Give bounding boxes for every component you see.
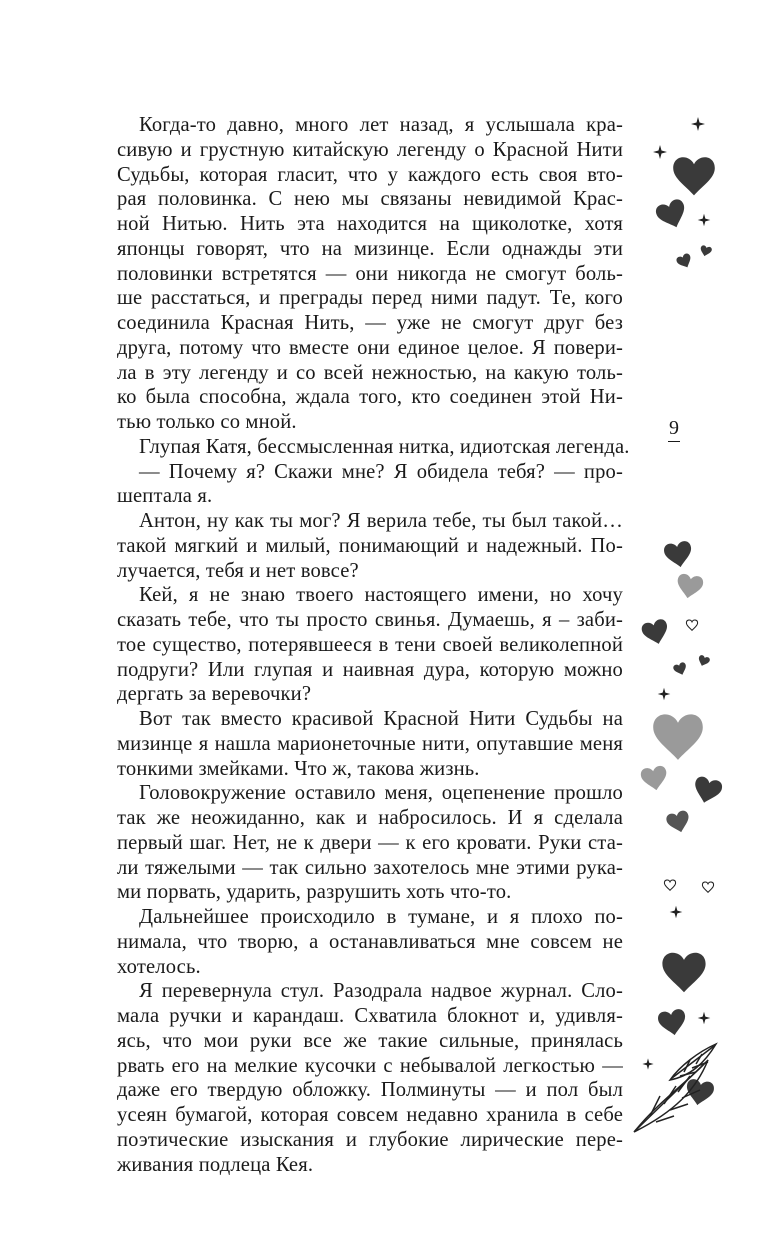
heart-decoration-column xyxy=(620,100,768,1200)
text-line: Головокружение оставило меня, оцепенение прошло xyxy=(139,782,623,805)
text-line: японцы говорят, что на мизинце. Если однажды эти xyxy=(117,237,623,260)
text-line: лучается, тебя и нет вовсе? xyxy=(117,559,359,582)
heart-icon xyxy=(662,953,705,993)
text-line: половинки встретятся — они никогда не смогут боль- xyxy=(117,262,623,285)
text-line: подруги? Или глупая и наивная дура, которую можно xyxy=(117,658,623,681)
heart-outline-icon xyxy=(702,882,713,892)
text-line: такой мягкий и милый, понимающий и надежный. По- xyxy=(117,534,623,557)
star-icon xyxy=(642,1058,653,1069)
star-icon xyxy=(698,1012,711,1025)
text-line: рвать его на мелкие кусочки с небывалой легкостью — xyxy=(117,1054,623,1077)
text-line: мизинце я нашла марионеточные нити, опутавшие меня xyxy=(117,732,623,755)
heart-outline-icon xyxy=(686,620,697,630)
text-line: шептала я. xyxy=(117,485,213,508)
heart-icon xyxy=(653,714,703,759)
text-line: Я перевернула стул. Разодрала надвое журнал. Сло- xyxy=(139,980,623,1003)
text-line: первый шаг. Нет, не к двери — к его кровати. Руки ста- xyxy=(117,831,623,854)
text-line: ко была способна, ждала того, кто соединен этой Ни- xyxy=(117,386,623,409)
text-line: ной Нитью. Нить эта находится на щиколотке, хотя xyxy=(117,213,623,235)
heart-icon xyxy=(697,654,711,667)
heart-icon xyxy=(640,765,669,793)
text-line: хотелось. xyxy=(117,955,201,978)
text-line: друга, потому что вместе они единое целое. Я повери- xyxy=(117,336,623,359)
text-line: ла в эту легенду и со всей нежностью, на какую толь- xyxy=(117,361,623,384)
text-line: Кей, я не знаю твоего настоящего имени, но хочу xyxy=(139,584,623,607)
text-line: сивую и грустную китайскую легенду о Красной Нити xyxy=(117,138,623,161)
text-line: Дальнейшее происходило в тумане, и я плохо по- xyxy=(139,906,623,928)
text-line: ли тяжелыми — так сильно захотелось мне этими рука- xyxy=(117,856,623,879)
star-icon xyxy=(698,214,711,227)
text-line: Антон, ну как ты мог? Я верила тебе, ты был такой… xyxy=(139,510,623,532)
text-line: Вот так вместо красивой Красной Нити Судьбы на xyxy=(139,708,623,730)
text-line: так же неожиданно, как и набросилось. И я сделала xyxy=(117,807,623,829)
text-line: нимала, что творю, а останавливаться мне совсем не xyxy=(117,930,623,953)
text-line: соединила Красная Нить, — уже не смогут друг без xyxy=(117,312,623,334)
heart-icon xyxy=(663,540,694,569)
text-line: Глупая Катя, бессмысленная нитка, идиотская легенда. xyxy=(139,435,630,458)
text-line: Когда-то давно, много лет назад, я услышала кра- xyxy=(139,114,623,136)
text-line: рая половинка. С нею мы связаны невидимой Крас- xyxy=(117,188,623,211)
heart-icon xyxy=(657,1008,688,1037)
text-line: ше расстаться, и преграды перед ними падут. Те, кого xyxy=(117,287,623,310)
text-line: ми порвать, ударить, разрушить хоть что-то. xyxy=(117,881,512,904)
text-line: — Почему я? Скажи мне? Я обидела тебя? — про- xyxy=(139,460,623,483)
text-line: даже его твердую обложку. Полминуты — и пол был xyxy=(117,1079,623,1102)
star-icon xyxy=(653,145,667,159)
heart-icon xyxy=(673,157,715,195)
text-line: ясь, что мои руки все же такие сильные, принялась xyxy=(117,1029,623,1052)
text-line: тью только со мной. xyxy=(117,411,297,433)
text-line: поэтические изыскания и глубокие лирические пере- xyxy=(117,1128,623,1151)
text-line: тонкими змейками. Что ж, такова жизнь. xyxy=(117,757,480,780)
heart-icon xyxy=(640,618,671,647)
heart-icon xyxy=(675,252,694,270)
star-icon xyxy=(670,906,683,919)
text-line: мала ручки и карандаш. Схватила блокнот и, удивля- xyxy=(117,1005,623,1027)
heart-icon xyxy=(691,775,724,806)
text-line: усеян бумагой, которая совсем недавно хранила в себе xyxy=(117,1104,623,1126)
heart-outline-icon xyxy=(664,880,675,890)
text-line: дергать за веревочки? xyxy=(117,683,312,706)
heart-icon xyxy=(665,809,692,835)
body-text xyxy=(117,113,630,1177)
page-number: 9 xyxy=(668,417,680,442)
text-line: Судьбы, которая гласит, что у каждого есть своя вто- xyxy=(117,163,623,186)
star-icon xyxy=(658,688,671,701)
star-icon xyxy=(691,117,705,131)
text-line: живания подлеца Кея. xyxy=(117,1153,314,1176)
text-line: тое существо, потерявшееся в тени своей великолепной xyxy=(117,633,623,656)
text-line: сказать тебе, что ты просто свинья. Думаешь, я – заби- xyxy=(117,609,623,631)
heart-icon xyxy=(675,573,704,601)
heart-icon xyxy=(654,197,690,232)
heart-icon xyxy=(699,245,712,258)
heart-icon xyxy=(672,662,688,677)
